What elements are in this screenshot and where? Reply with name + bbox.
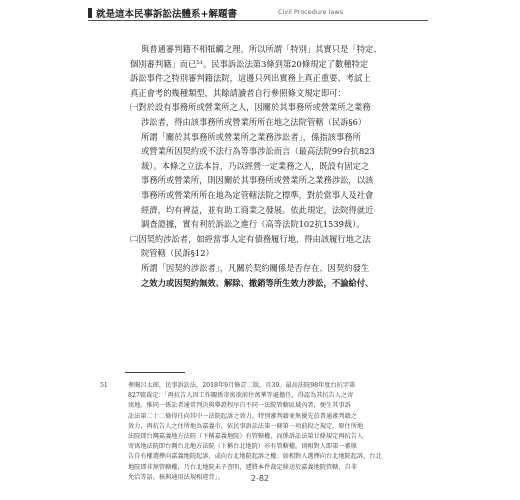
body-line: ㈡因契約涉訟者，如經當事人定有債務履行地，得由該履行地之法	[130, 233, 371, 244]
book-title: 就是這本民事訴訟法體系+解題書	[96, 9, 237, 20]
footnote-line: 法院即台灣嘉義地方法院（下稱嘉義地院）有管轄權，而係訴訟法第廿條規定再抗告人	[128, 432, 364, 440]
body-line: 事務所或營業所，則因關於其事務所或營業所之業務涉訟，以該	[141, 175, 374, 186]
footnote-line: 地院即非無管轄權，乃台北地院未予查明，遽將本件裁定移送於嘉義地院管轄，自非	[128, 463, 357, 471]
body-line: 或營業所因契約或不法行為等事涉訟而言（最高法院99台抗823	[141, 146, 375, 157]
book-subtitle: Civil Procedure laws	[278, 8, 344, 16]
footnote-text	[128, 381, 400, 483]
footnote-line: 參閱呂太郎，民事訴訟法，2018年9月修訂二版，頁39。最高法院98年度台抗字第	[128, 382, 356, 389]
footnote-line: 效力，再抗告人之住所地為嘉義市，依民事訴訟法第一條第一項前段之規定，原住所地	[128, 422, 364, 430]
footnote-line: 允洽等語，核與通用法規相違背」。	[128, 473, 224, 481]
footnote-rule	[125, 372, 185, 373]
body-line: 訴訟事件之特別審判籍法院，這邊只列出實務上真正重要、考試上	[130, 73, 371, 84]
body-line: 真正會考的幾種類型，其餘請讀者自行參照條文規定即可：	[130, 87, 346, 98]
body-line: 涉訟者，得由該事務所或營業所所在地之法院管轄（民訴§6）	[141, 116, 367, 127]
body-text	[130, 42, 395, 290]
body-line: ㈠對於設有事務所或營業所之人，因關於其事務所或營業所之業務	[130, 102, 371, 113]
header-marker	[88, 8, 92, 18]
body-line: 與普通審判籍不相牴觸之理，所以所謂「特別」其實只是「特定、	[141, 44, 382, 54]
footnote-line: 寄寓地法院即台灣台北地方法院（下稱台北地院）亦有管轄權。則相對人即第一審原	[128, 443, 357, 451]
body-line: 調查證據，實有利於訴訟之進行（高等法院102抗1539裁）。	[141, 219, 365, 230]
footnote-line: 訟法第二十二條得任向其中一法院起訴之效力。特別審判籍並無優先於普通審判籍之	[128, 412, 357, 420]
header-rule	[88, 20, 428, 21]
body-line: 事務所或營業所所在地為定管轄法院之標準，對於當事人及社會	[141, 189, 374, 200]
body-line: 所謂「關於其事務所或營業所之業務涉訟者」，係指該事務所	[141, 131, 361, 142]
footnote-line: 告自有權選擇向嘉義地院起訴，或向台北地院起訴之權；如相對人選擇向台北地院起訴，台北	[128, 453, 382, 461]
running-header	[88, 6, 428, 20]
body-line: 所謂「因契約涉訟者」，凡關於契約關係是否存在、因契約發生	[141, 262, 370, 273]
body-line: 經濟，均有裨益，並有助工商業之發展。依此規定，法院得就近	[141, 204, 374, 215]
body-line: 個別審判籍」而已⁵¹。民事訴訟法第3條到第20條規定了數種特定	[130, 58, 369, 69]
body-line: 裁）。本條之立法本旨，乃以經營一定業務之人，既設有固定之	[141, 160, 370, 171]
footnote-number: 51	[100, 382, 108, 389]
body-line: 院管轄（民訴§12）	[141, 248, 214, 259]
body-line: 之效力或因契約無效、解除、撤銷等所生效力涉訟，不論給付、	[141, 277, 374, 288]
page-number: 2-82	[250, 474, 270, 483]
footnote-line: 827號裁定：「再抗告人因工作關係寄寓欲前往萬華等處擔任，得認為其抗告人之寄	[128, 392, 354, 400]
footnote-line: 寓地。惟同一係訟者通常判決與舉證程序自不同一法院管轄區域內者，便生其事訴	[128, 402, 351, 410]
